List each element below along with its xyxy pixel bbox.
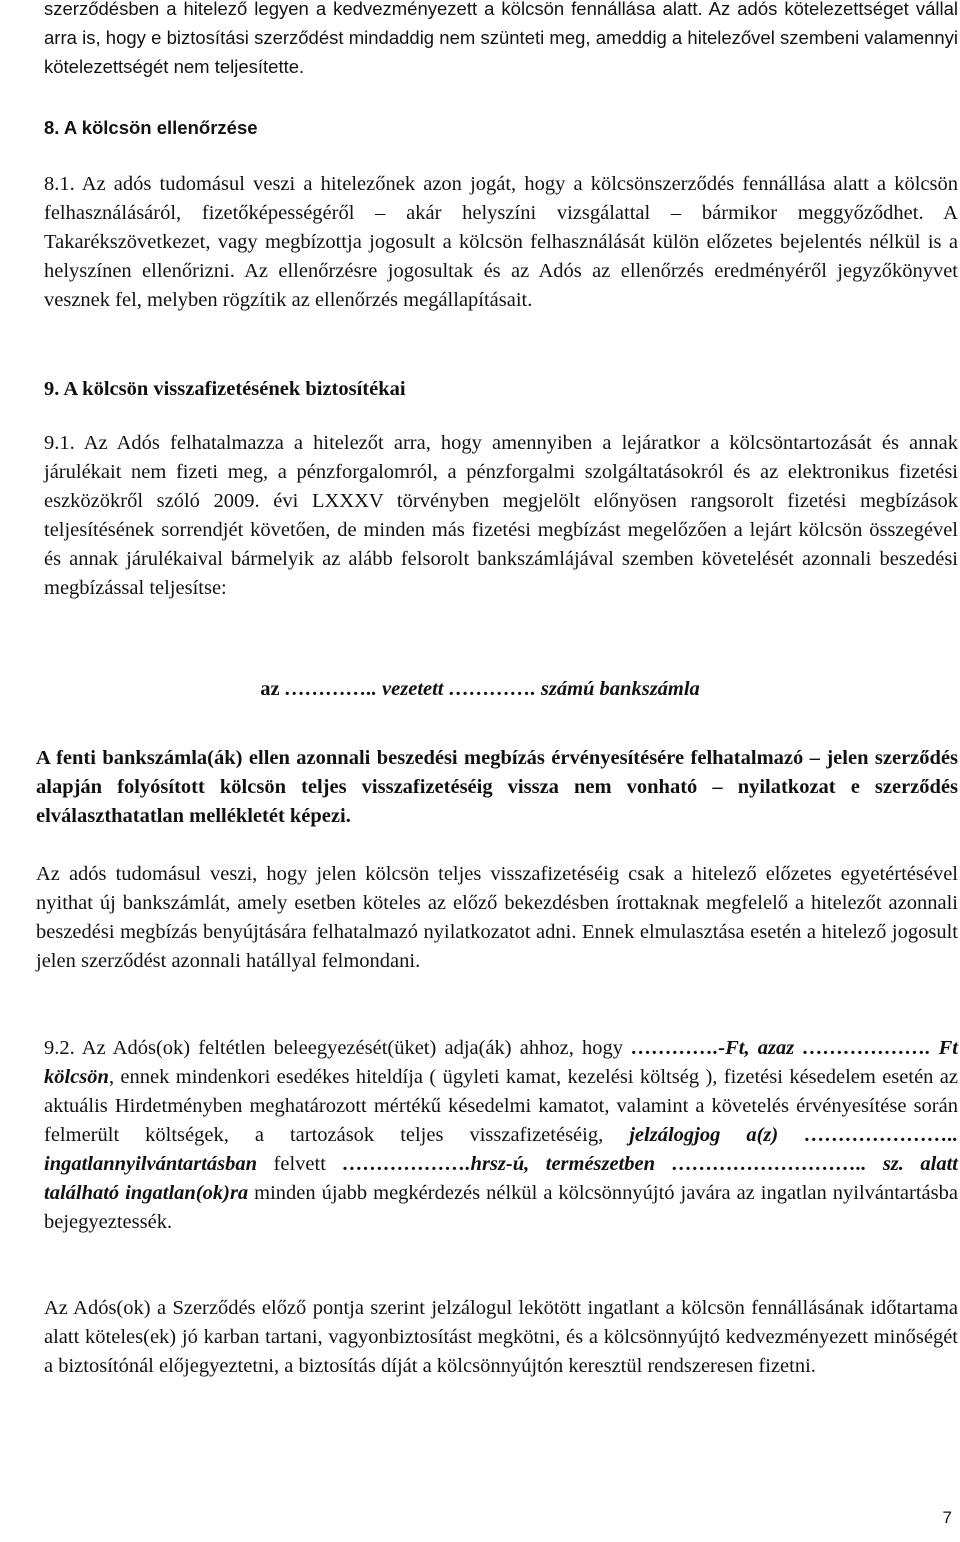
section-9-heading: 9. A kölcsön visszafizetésének biztosítékai <box>44 378 406 400</box>
paragraph-9-1: 9.1. Az Adós felhatalmazza a hitelezőt arra, hogy amennyiben a lejáratkor a kölcsöntartozását és annak járulékait nem fizeti meg, a pénzforgalomról, a pénzforgalmi szolgáltatásokról és az elektronikus fizetési eszközökről szóló 2009. évi LXXXV törvényben megjelölt előnyösen rangsorolt fizetési megbízások teljesítésének sorrendjét követően, de minden más fizetési megbízást megelőzően a lejárt kölcsön összegével és annak járulékaival bármelyik az alább felsorolt bankszámlájával szemben követelését azonnali beszedési megbízással teljesítse: <box>44 432 958 599</box>
paragraph-insurance-beneficiary: szerződésben a hitelező legyen a kedvezményezett a kölcsön fennállása alatt. Az adós kötelezettséget vállal arra is, hogy e biztosítási szerződést mindaddig nem szünteti meg, ameddig a hitelezővel szembeni valamennyi kötelezettségét nem teljesítette. <box>44 0 958 77</box>
paragraph-8-1: 8.1. Az adós tudomásul veszi a hitelezőnek azon jogát, hogy a kölcsönszerződés fennállása alatt a kölcsön felhasználásáról, fizetőképességéről – akár helyszíni vizsgálattal – bármikor meggyőződhet. A Takarékszövetkezet, vagy megbízottja jogosult a kölcsön felhasználását külön előzetes bejelentés nélkül is a helyszínen ellenőrizni. Az ellenőrzésre jogosultak és az Adós az ellenőrzés eredményéről jegyzőkönyvet vesznek fel, melyben rögzítik az ellenőrzés megállapításait. <box>44 173 958 311</box>
page-number: 7 <box>942 1508 952 1527</box>
paragraph-authorization-statement: A fenti bankszámla(ák) ellen azonnali beszedési megbízás érvényesítésére felhatalmazó – jelen szerződés alapján folyósított kölcsön teljes visszafizetéséig vissza nem vonható – nyilatkozat e szerződés elválaszthatatlan mellékletét képezi. <box>36 747 958 827</box>
bank-account-line <box>0 675 960 704</box>
bank-account-prefix: az <box>260 678 280 700</box>
section-8-heading: 8. A kölcsön ellenőrzése <box>44 117 258 138</box>
para-9-2-property: ……………….hrsz-ú, természetben ……………………….. sz. alatt található ingatlan(ok)ra <box>44 1153 958 1204</box>
paragraph-9-2 <box>44 1034 958 1237</box>
para-9-2-closing: minden újabb megkérdezés nélkül a kölcsönnyújtó javára az ingatlan nyilvántartásba bejegyeztessék. <box>44 1182 958 1233</box>
para-9-2-recorded: felvett <box>257 1153 343 1175</box>
para-9-2-fees: , ennek mindenkori esedékes hiteldíja ( ügyleti kamat, kezelési költség ), fizetési késedelem esetén az aktuális Hirdetményben meghatározott mértékű késedelmi kamatot, valamint a követelés érvényesítése során felmerült költségek, a tartozások teljes visszafizetéséig, <box>44 1066 958 1146</box>
para-9-2-intro: 9.2. Az Adós(ok) feltétlen beleegyezését(üket) adja(ák) ahhoz, hogy <box>44 1037 632 1059</box>
para-9-2-mortgage: jelzálogjog a(z) ………………….. ingatlannyilvántartásban <box>44 1124 958 1175</box>
para-9-2-amount: ………….-Ft, azaz ………………. Ft kölcsön <box>44 1037 958 1088</box>
paragraph-new-account: Az adós tudomásul veszi, hogy jelen kölcsön teljes visszafizetéséig csak a hitelező előzetes egyetértésével nyithat új bankszámlát, amely esetben köteles az előző bekezdésben írottaknak megfelelő a hitelezőt azonnali beszedési megbízás benyújtására felhatalmazó nyilatkozatot adni. Ennek elmulasztása esetén a hitelező jogosult jelen szerződést azonnali hatállyal felmondani. <box>36 863 958 972</box>
bank-account-placeholder: ………….. vezetett …………. számú bankszámla <box>279 678 700 700</box>
paragraph-property-insurance: Az Adós(ok) a Szerződés előző pontja szerint jelzálogul lekötött ingatlant a kölcsön fennállásának időtartama alatt köteles(ek) jó karban tartani, vagyonbiztosítást megkötni, és a kölcsönnyújtó kedvezményezett minőségét a biztosítónál előjegyeztetni, a biztosítás díját a kölcsönnyújtón keresztül rendszeresen fizetni. <box>44 1297 958 1377</box>
